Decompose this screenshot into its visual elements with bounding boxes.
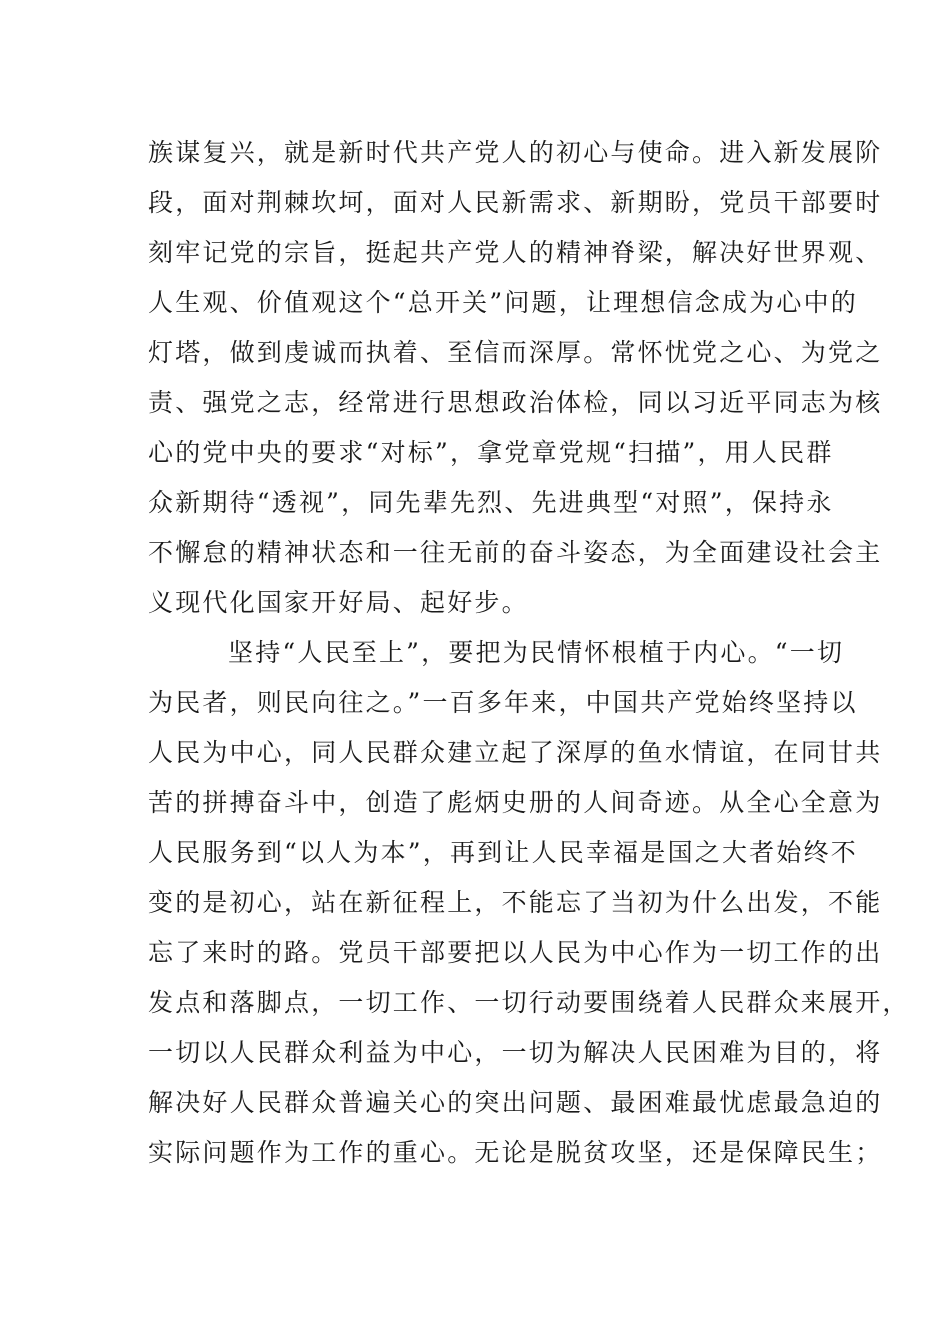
text-line: 段，面对荆棘坎坷，面对人民新需求、新期盼，党员干部要时 bbox=[148, 188, 883, 217]
text-line-first: 坚持“人民至上”，要把为民情怀根植于内心。“一切 bbox=[228, 638, 845, 667]
text-line: 人生观、价值观这个“总开关”问题，让理想信念成为心中的 bbox=[148, 288, 858, 317]
text-line: 族谋复兴，就是新时代共产党人的初心与使命。进入新发展阶 bbox=[148, 138, 883, 167]
text-line: 义现代化国家开好局、起好步。 bbox=[148, 588, 529, 617]
text-line: 灯塔，做到虔诚而执着、至信而深厚。常怀忧党之心、为党之 bbox=[148, 338, 883, 367]
text-line: 众新期待“透视”，同先辈先烈、先进典型“对照”，保持永 bbox=[148, 488, 834, 517]
text-line: 人民为中心，同人民群众建立起了深厚的鱼水情谊，在同甘共 bbox=[148, 738, 883, 767]
text-line: 苦的拼搏奋斗中，创造了彪炳史册的人间奇迹。从全心全意为 bbox=[148, 788, 883, 817]
text-line: 发点和落脚点，一切工作、一切行动要围绕着人民群众来展开， bbox=[148, 988, 910, 1017]
paragraph-2 bbox=[148, 628, 910, 1178]
text-line: 心的党中央的要求“对标”，拿党章党规“扫描”，用人民群 bbox=[148, 438, 834, 467]
text-line: 变的是初心，站在新征程上，不能忘了当初为什么出发，不能 bbox=[148, 888, 883, 917]
text-line: 实际问题作为工作的重心。无论是脱贫攻坚，还是保障民生； bbox=[148, 1138, 883, 1167]
text-line: 解决好人民群众普遍关心的突出问题、最困难最忧虑最急迫的 bbox=[148, 1088, 883, 1117]
text-line: 刻牢记党的宗旨，挺起共产党人的精神脊梁，解决好世界观、 bbox=[148, 238, 883, 267]
text-line: 为民者，则民向往之。”一百多年来，中国共产党始终坚持以 bbox=[148, 688, 858, 717]
text-line: 忘了来时的路。党员干部要把以人民为中心作为一切工作的出 bbox=[148, 938, 883, 967]
text-line: 一切以人民群众利益为中心，一切为解决人民困难为目的，将 bbox=[148, 1038, 883, 1067]
text-line: 不懈怠的精神状态和一往无前的奋斗姿态，为全面建设社会主 bbox=[148, 538, 883, 567]
paragraph-1 bbox=[148, 128, 883, 628]
text-line: 人民服务到“以人为本”，再到让人民幸福是国之大者始终不 bbox=[148, 838, 858, 867]
text-line: 责、强党之志，经常进行思想政治体检，同以习近平同志为核 bbox=[148, 388, 883, 417]
